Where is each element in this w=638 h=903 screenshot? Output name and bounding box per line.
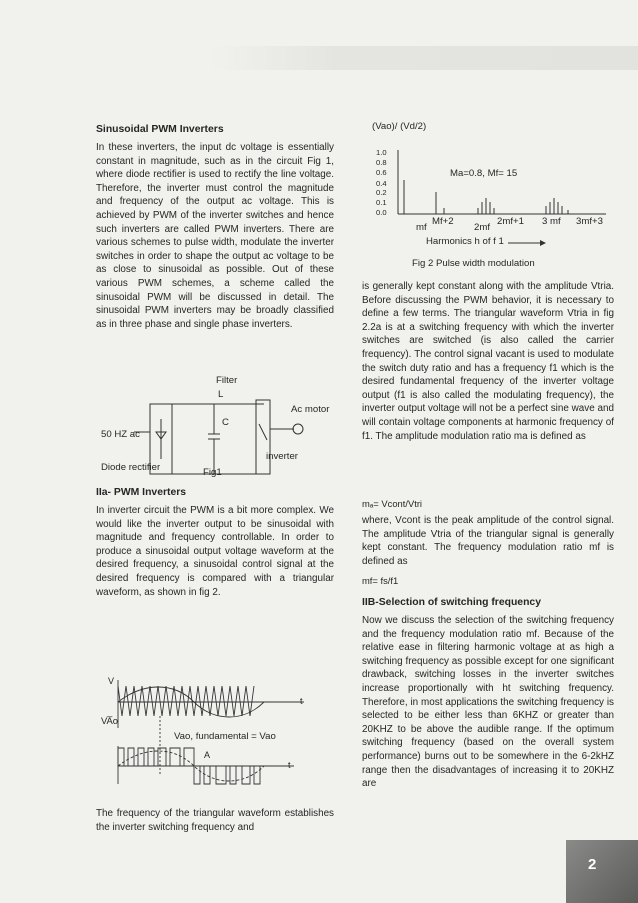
paragraph-frequency-ratio: where, Vcont is the peak amplitude of the control signal. The amplitude Vtria of the triangular signal is generally kept constant. The frequency modulation ratio mf is defined as	[362, 515, 614, 567]
ytick-6: 0.1	[376, 198, 387, 207]
label-diode-rectifier: Diode rectifier	[101, 462, 161, 473]
fig2-caption: Fig 2 Pulse width modulation	[412, 258, 535, 269]
label-t1: t	[300, 696, 303, 706]
label-vao: VA̅o	[101, 715, 119, 726]
spectrum-params: Ma=0.8, Mf= 15	[450, 168, 518, 179]
ytick-2: 0.8	[376, 158, 387, 167]
xlabel-2mf: 2mf	[474, 222, 490, 233]
xlabel-3mf: 3 mf	[542, 216, 561, 227]
page-number-box	[566, 840, 638, 903]
ytick-7: 0.0	[376, 208, 387, 217]
heading-sinusoidal-pwm: Sinusoidal PWM Inverters	[96, 124, 224, 135]
label-50hz-ac: 50 HZ ac	[101, 429, 140, 440]
label-a: A	[204, 750, 211, 760]
ytick-4: 0.4	[376, 179, 387, 188]
paragraph-triangular: The frequency of the triangular waveform establishes the inverter switching frequency and	[96, 808, 334, 833]
heading-iib-switching-frequency: IIB-Selection of switching frequency	[362, 597, 541, 608]
xlabel-2mf1: 2mf+1	[497, 216, 524, 227]
heading-iia-pwm-inverters: IIa- PWM Inverters	[96, 487, 187, 498]
spectrum-bars	[396, 140, 616, 220]
equation-mf: mf= fs/f1	[362, 575, 399, 586]
paragraph-pwm-behavior: is generally kept constant along with the amplitude Vtria. Before discussing the PWM behavior, it is necessary to define a few terms. The triangular waveform Vtria in fig 2.2a is at a switching frequency with which the inverter switches are switched (is also called the carrier frequency). The control signal vacant is used to modulate the switch duty ratio and has a frequency f1 which is the desired fundamental frequency of the inverter voltage output (f1 is also called the modulating frequency), the inverter output voltage will not be a perfect sine wave and will contain voltage components at harmonic frequency of f1. The amplitude modulation ratio ma is defined as	[362, 281, 614, 442]
spectrum-ylabel: (Vao)/ (Vd/2)	[372, 121, 427, 132]
ytick-3: 0.6	[376, 168, 387, 177]
label-v: V	[108, 676, 115, 686]
ytick-5: 0.2	[376, 188, 387, 197]
spectrum-xtitle: Harmonics h of f 1	[426, 236, 504, 247]
label-vao-fundamental: Vao, fundamental = Vao	[174, 731, 276, 742]
equation-ma: mₐ= Vcont/Vtri	[362, 498, 423, 509]
paragraph-iia: In inverter circuit the PWM is a bit more complex. We would like the inverter output to be sinusoidal with magnitude and frequency controllable. In order to produce a sinusoidal output voltage waveform at the desired frequency, a sinusoidal control signal at the desired frequency is compared with a triangular waveform, as shown in fig 2.	[96, 505, 334, 598]
header-band	[210, 46, 638, 70]
paragraph-iib: Now we discuss the selection of the switching frequency and the frequency modulation ratio mf. Because of the relative ease in filtering harmonic voltage at as high a switching frequency as possible except for one significant drawback, switching losses in the inverter switches increase proportionally with ht switching frequency. Therefore, in most applications the switching frequency is selected to be either less than 6KHZ or greater than 20KHZ to be above the audible range. If the optimum switching frequency (based on the overall system performance) burns out to be somewhere in the 6-2kHZ range then the disadvantages of increasing it to 20KHZ are	[362, 615, 614, 790]
label-c: C	[222, 417, 229, 428]
page-number: 2	[588, 856, 597, 873]
label-t2: t	[288, 760, 291, 770]
xlabel-mf: mf	[416, 222, 427, 233]
xtitle-arrow	[508, 239, 548, 247]
label-ac-motor: Ac motor	[291, 404, 330, 415]
label-filter: Filter	[216, 375, 238, 386]
paragraph-intro: In these inverters, the input dc voltage is essentially constant in magnitude, such as in the circuit Fig 1, where diode rectifier is used to rectify the line voltage. Therefore, the inverter must control the magnitude and frequency of the output ac voltage. This is achieved by PWM of the inverter switches and hence such inverters are called PWM inverters. There are various schemes to pulse width, modulate the inverter switches in order to shape the output ac voltage to be as close to sinusoidal as possible. Out of these various PWM schemes, a scheme called the sinusoidal PWM will be discussed in detail. The sinusoidal PWM inverters may be broadly classified as in three phase and single phase inverters.	[96, 142, 334, 330]
label-inverter: inverter	[266, 451, 298, 462]
fig1-caption: Fig1	[203, 467, 222, 478]
xlabel-mf2: Mf+2	[432, 216, 454, 227]
label-l: L	[218, 389, 224, 400]
xlabel-3mf3: 3mf+3	[576, 216, 603, 227]
ytick-1: 1.0	[376, 148, 387, 157]
